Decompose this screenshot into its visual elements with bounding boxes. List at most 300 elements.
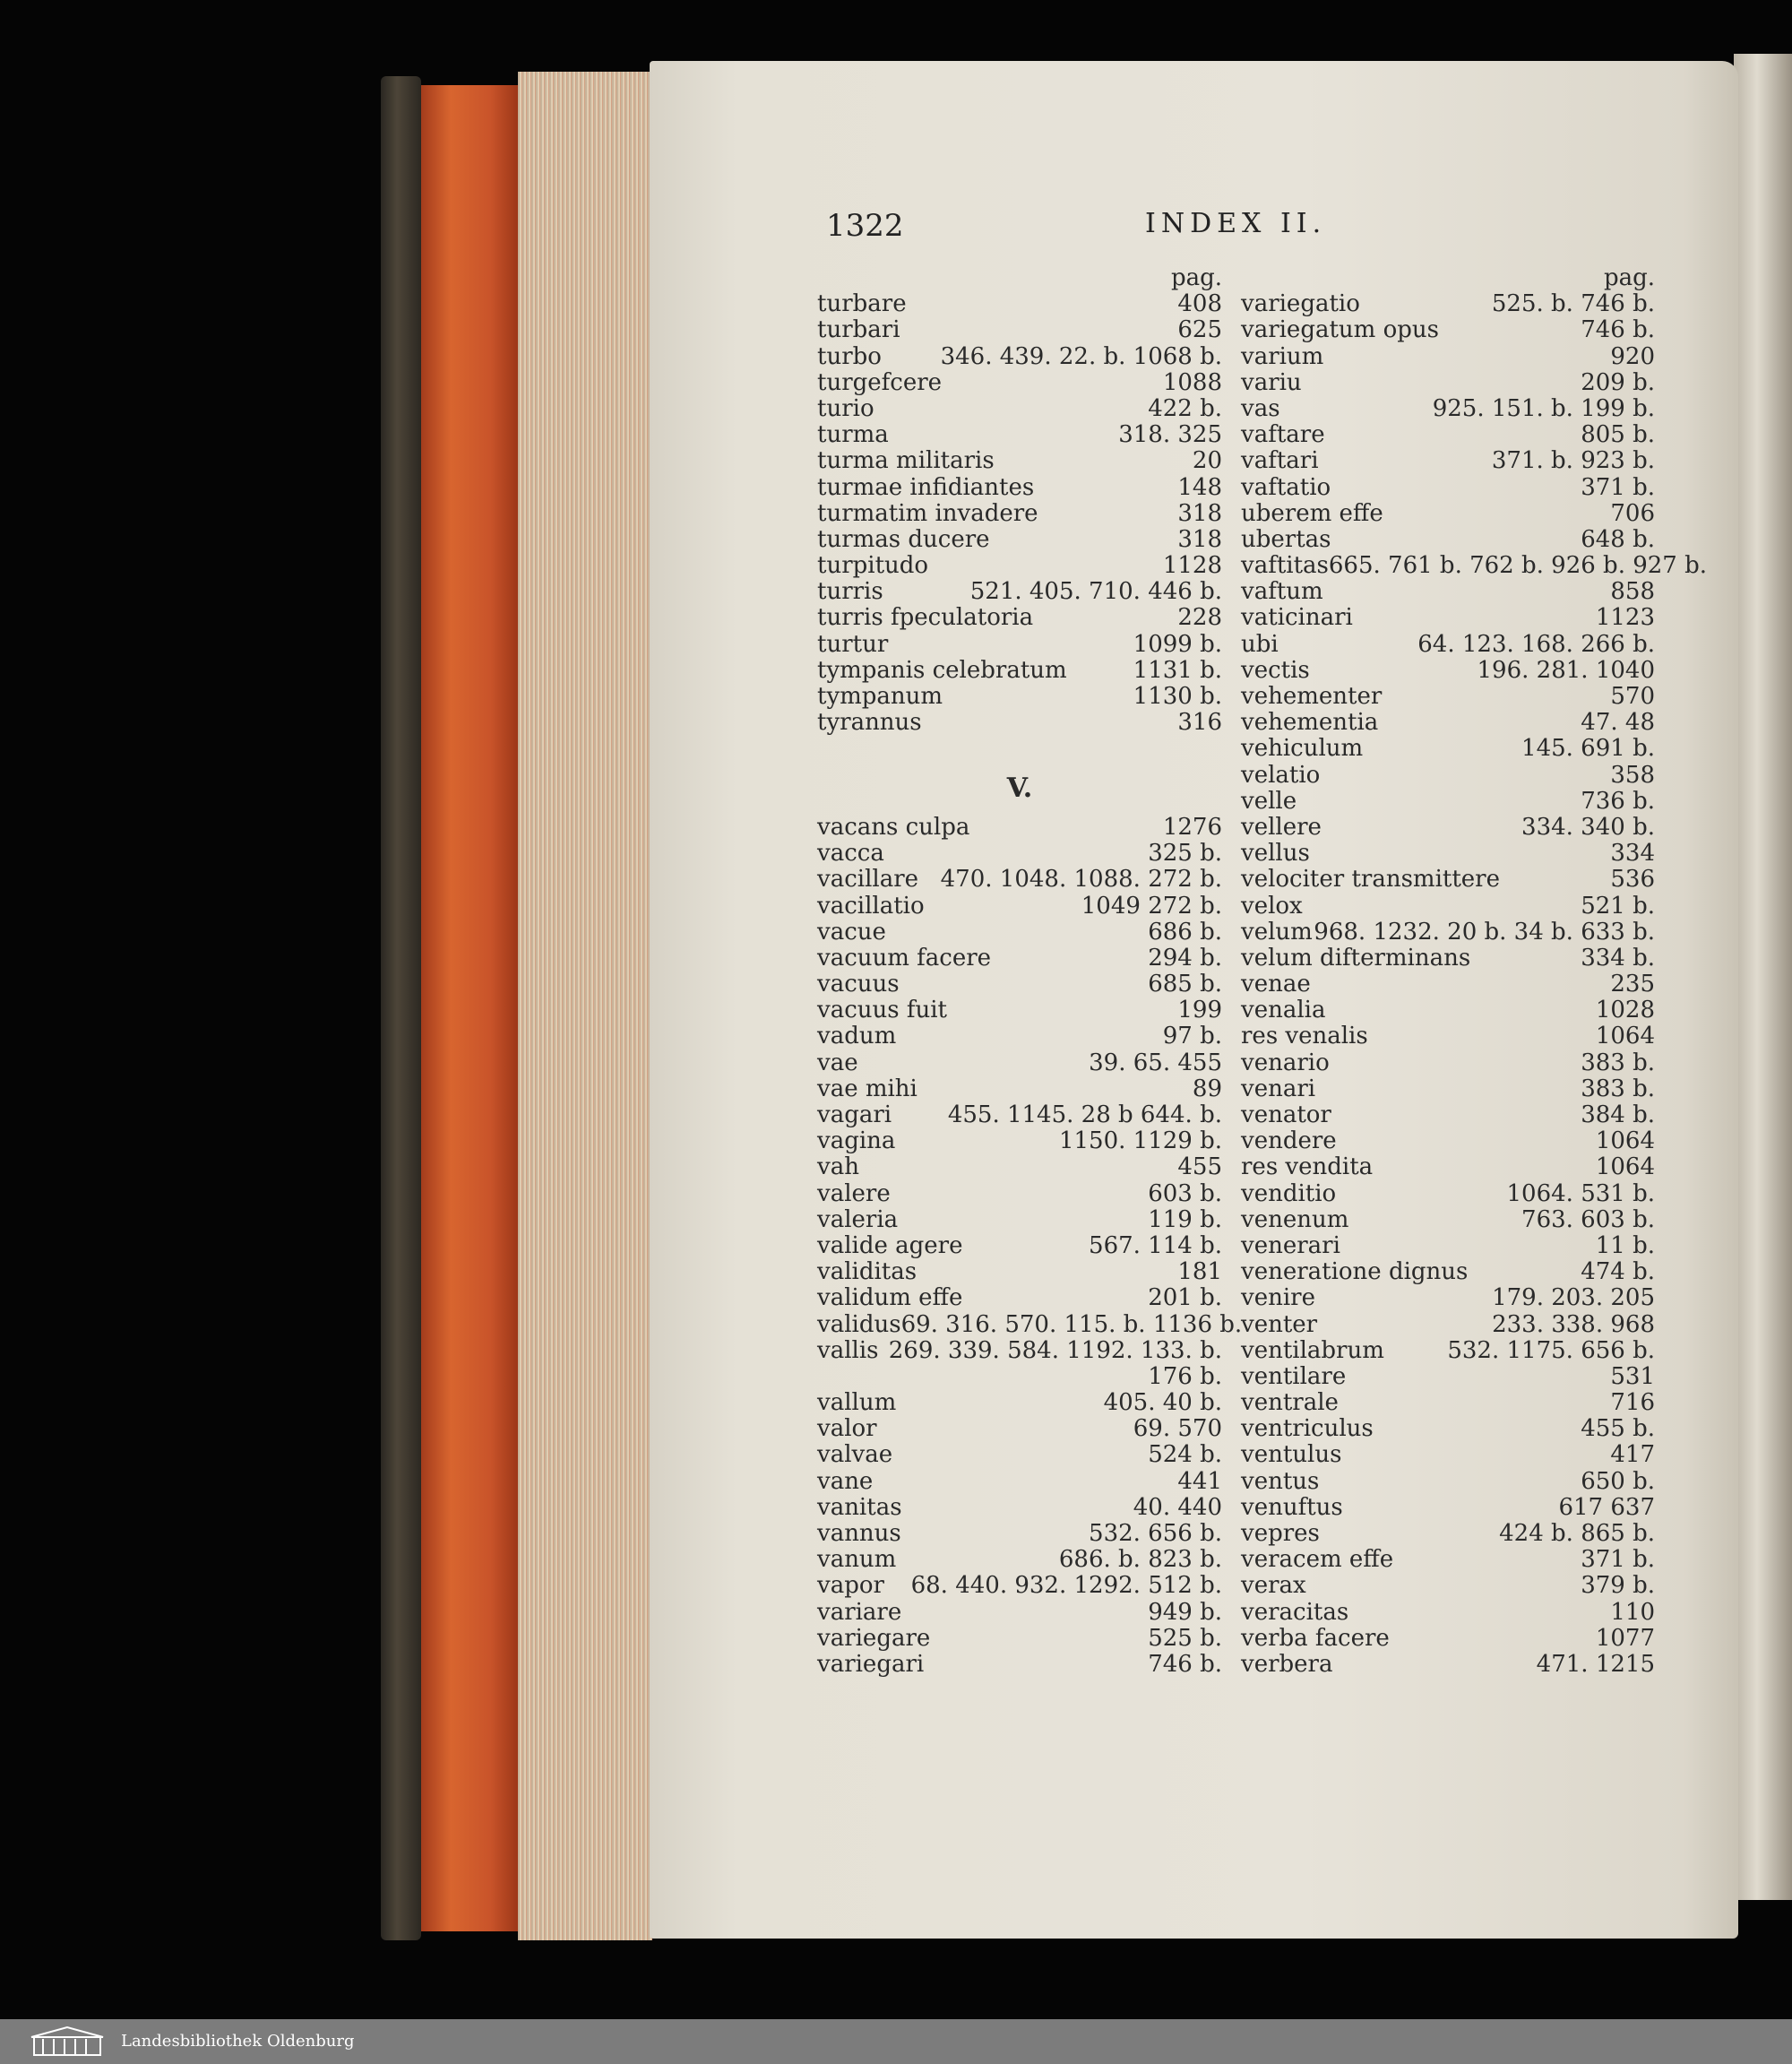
entry-term: vehementia (1241, 709, 1379, 737)
entry-term: vallum (817, 1389, 897, 1417)
entry-pages: 199 (1177, 997, 1222, 1024)
entry-term: vane (817, 1467, 874, 1495)
entry-pages: 686. b. 823 b. (1058, 1546, 1222, 1574)
pag-label: pag. (1603, 264, 1655, 291)
entry-pages: 763. 603 b. (1521, 1205, 1655, 1233)
index-entry (817, 1495, 1222, 1521)
index-entry (817, 1547, 1222, 1573)
entry-term: vacue (817, 918, 886, 946)
entry-term: variegatio (1241, 290, 1360, 318)
index-entry (817, 1207, 1222, 1233)
entry-term: turmae infidiantes (817, 473, 1035, 501)
index-entry (1241, 1364, 1655, 1390)
entry-term: tympanum (817, 683, 943, 710)
entry-term: venerari (1241, 1231, 1340, 1259)
index-entry (817, 1600, 1222, 1626)
index-entry (1241, 710, 1655, 736)
entry-term: turio (817, 394, 874, 422)
index-entry (817, 1154, 1222, 1180)
entry-pages: 650 b. (1581, 1467, 1655, 1495)
entry-term: vagina (817, 1127, 896, 1155)
entry-term: vaticinari (1241, 604, 1353, 632)
index-entry (817, 972, 1222, 997)
index-entry (1241, 1338, 1655, 1364)
index-entry (1241, 552, 1708, 580)
entry-term: venae (1241, 971, 1311, 998)
entry-term: vepres (1241, 1520, 1320, 1547)
entry-term: vacuus fuit (817, 997, 947, 1024)
entry-term: vannus (817, 1520, 901, 1548)
entry-term: veracem effe (1241, 1546, 1394, 1574)
entry-term: turbari (817, 316, 900, 344)
entry-pages: 521. 405. 710. 446 b. (969, 578, 1222, 606)
entry-pages: 334 (1610, 840, 1655, 868)
entry-term: turpitudo (817, 552, 929, 580)
entry-pages: 736 b. (1581, 787, 1655, 815)
entry-pages: 1028 (1595, 997, 1655, 1024)
index-entry (1241, 422, 1655, 448)
entry-term: velum (1241, 918, 1313, 946)
index-entry (817, 1076, 1222, 1102)
entry-term: vah (817, 1153, 859, 1181)
entry-pages: 89 (1192, 1075, 1222, 1102)
entry-term: venario (1241, 1049, 1330, 1076)
index-entry (1241, 1521, 1655, 1547)
entry-pages: 318. 325 (1118, 421, 1222, 449)
entry-term: vaftari (1241, 447, 1319, 475)
entry-term: turris (817, 578, 883, 606)
entry-pages: 346. 439. 22. b. 1068 b. (940, 342, 1222, 370)
index-entry (817, 1652, 1222, 1678)
index-entry (817, 658, 1222, 684)
index-entry (1241, 1573, 1655, 1599)
entry-pages: 471. 1215 (1536, 1650, 1655, 1678)
index-entry (817, 1023, 1222, 1049)
entry-pages: 1099 b. (1133, 630, 1222, 658)
entry-term: valide agere (817, 1231, 963, 1259)
index-entry (1241, 605, 1655, 631)
entry-term: valere (817, 1179, 891, 1207)
entry-term: vendere (1241, 1127, 1337, 1155)
facing-page-edge (1734, 54, 1792, 1900)
entry-pages: 532. 1175. 656 b. (1447, 1336, 1655, 1364)
entry-pages: 1077 (1595, 1624, 1655, 1652)
index-entry (1241, 527, 1655, 553)
index-entry (817, 1338, 1222, 1364)
index-entry (817, 422, 1222, 448)
index-entry (817, 1310, 1243, 1338)
index-column-left (817, 264, 1243, 1678)
entry-pages: 1064 (1595, 1023, 1655, 1050)
entry-pages: 68. 440. 932. 1292. 512 b. (910, 1572, 1222, 1600)
entry-pages: 358 (1610, 761, 1655, 789)
index-entry (817, 1050, 1222, 1076)
entry-term: vacans culpa (817, 813, 970, 841)
entry-term: vacuum facere (817, 944, 992, 972)
entry-term: vapor (817, 1572, 884, 1600)
entry-pages: 316 (1177, 709, 1222, 737)
entry-term: vagari (817, 1101, 892, 1129)
index-entry (817, 1573, 1222, 1599)
index-entry (1241, 920, 1655, 946)
index-entry (817, 475, 1222, 501)
index-entry (817, 448, 1222, 474)
index-entry (817, 867, 1222, 893)
entry-pages: 686 b. (1148, 918, 1222, 946)
entry-pages: 318 (1177, 499, 1222, 527)
index-entry (1241, 1495, 1655, 1521)
index-entry (817, 1128, 1222, 1154)
entry-pages: 371 b. (1581, 473, 1655, 501)
entry-pages: 1064 (1595, 1153, 1655, 1181)
index-entry (1241, 344, 1655, 370)
entry-pages: 1276 (1162, 813, 1222, 841)
entry-term: vas (1241, 394, 1280, 422)
entry-term: ventriculus (1241, 1415, 1374, 1443)
entry-pages: 536 (1610, 866, 1655, 894)
index-entry (1241, 1469, 1655, 1495)
index-entry (1241, 1259, 1655, 1285)
entry-term: validus (817, 1310, 901, 1338)
entry-pages: 47. 48 (1581, 709, 1655, 737)
entry-pages: 334. 340 b. (1521, 813, 1655, 841)
entry-pages: 716 (1610, 1389, 1655, 1417)
entry-term: ventulus (1241, 1441, 1342, 1469)
entry-pages: 39. 65. 455 (1089, 1049, 1222, 1076)
entry-term: ventus (1241, 1467, 1320, 1495)
entry-pages: 920 (1610, 342, 1655, 370)
entries-t (817, 291, 1222, 736)
entry-term: tyrannus (817, 709, 922, 737)
library-building-icon (27, 2025, 108, 2059)
entry-term: turbo (817, 342, 882, 370)
index-entry (1241, 501, 1655, 527)
entry-term: turmas ducere (817, 525, 990, 553)
index-entry (817, 291, 1222, 317)
entry-pages: 422 b. (1148, 394, 1222, 422)
entry-pages: 405. 40 b. (1103, 1389, 1222, 1417)
index-entry (1241, 1312, 1655, 1338)
entry-pages: 97 b. (1162, 1023, 1222, 1050)
entry-term: velle (1241, 787, 1297, 815)
index-entry (1241, 815, 1655, 841)
index-entry (817, 710, 1222, 736)
entry-pages: 521 b. (1581, 892, 1655, 920)
entry-pages: 69. 570 (1133, 1415, 1222, 1443)
index-entry (817, 946, 1222, 972)
index-entry (1241, 1626, 1655, 1652)
index-entry (817, 1416, 1222, 1442)
entry-term: velociter transmittere (1241, 866, 1500, 894)
entry-term: vae mihi (817, 1075, 918, 1102)
entry-term: verba facere (1241, 1624, 1390, 1652)
entry-pages: 455 b. (1581, 1415, 1655, 1443)
entry-pages: 179. 203. 205 (1492, 1284, 1655, 1312)
index-entry (817, 1442, 1222, 1468)
entry-pages: 648 b. (1581, 525, 1655, 553)
entry-pages: 567. 114 b. (1089, 1231, 1222, 1259)
entry-pages: 417 (1610, 1441, 1655, 1469)
entry-pages: 384 b. (1581, 1101, 1655, 1128)
entry-pages: 235 (1610, 971, 1655, 998)
entry-term: tympanis celebratum (817, 656, 1067, 684)
entry-pages: 455. 1145. 28 b 644. b. (947, 1101, 1222, 1129)
index-entry (817, 684, 1222, 710)
index-entry (817, 1469, 1222, 1495)
entry-pages: 1049 272 b. (1081, 892, 1222, 920)
entry-pages: 148 (1177, 473, 1222, 501)
index-entry (817, 1626, 1222, 1652)
index-entry (817, 370, 1222, 396)
page-number: 1322 (826, 208, 904, 244)
library-name: Landesbibliothek Oldenburg (121, 2032, 355, 2051)
entry-pages: 379 b. (1581, 1572, 1655, 1600)
entry-term: turma (817, 421, 889, 449)
index-entry (817, 317, 1222, 343)
entry-pages: 20 (1192, 447, 1222, 475)
entry-term: ubertas (1241, 525, 1331, 553)
entry-term: vellus (1241, 840, 1310, 868)
entry-pages: 383 b. (1581, 1075, 1655, 1102)
entry-pages: 69. 316. 570. 115. b. 1136 b. (900, 1310, 1243, 1338)
entry-pages: 40. 440 (1133, 1493, 1222, 1521)
entry-term: turtur (817, 630, 889, 658)
index-entry (1241, 1600, 1655, 1626)
entry-term: vacca (817, 840, 884, 868)
entry-pages: 145. 691 b. (1521, 735, 1655, 763)
index-entry (817, 527, 1222, 553)
entry-term: ventilare (1241, 1362, 1347, 1390)
entry-term: venenum (1241, 1205, 1349, 1233)
index-entry (817, 841, 1222, 867)
entry-pages: 228 (1177, 604, 1222, 632)
index-entry (1241, 894, 1655, 920)
entry-pages: 325 b. (1148, 840, 1222, 868)
entry-term: variu (1241, 368, 1302, 396)
entry-pages: 470. 1048. 1088. 272 b. (940, 866, 1222, 894)
entry-term: ventrale (1241, 1389, 1339, 1417)
entry-pages: 1064 (1595, 1127, 1655, 1155)
index-entry (817, 1259, 1222, 1285)
entry-term: venter (1241, 1310, 1318, 1338)
index-entry (817, 1521, 1222, 1547)
index-entry (1241, 1285, 1655, 1311)
entry-term: vacillatio (817, 892, 925, 920)
entry-term: res vendita (1241, 1153, 1374, 1181)
book-spine (381, 76, 421, 1940)
index-entry (817, 815, 1222, 841)
entry-term: velatio (1241, 761, 1321, 789)
index-entry (1241, 1652, 1655, 1678)
entry-pages: 531 (1610, 1362, 1655, 1390)
entry-term: vaftitas (1241, 552, 1329, 580)
pag-label: pag. (1170, 264, 1222, 291)
entry-pages: 64. 123. 168. 266 b. (1417, 630, 1655, 658)
entry-term: veracitas (1241, 1598, 1349, 1626)
entry-pages: 949 b. (1148, 1598, 1222, 1626)
entry-pages: 1123 (1595, 604, 1655, 632)
entry-pages: 805 b. (1581, 421, 1655, 449)
entry-term: vehementer (1241, 683, 1383, 710)
index-entry (1241, 1390, 1655, 1416)
entry-term: vaftum (1241, 578, 1323, 606)
index-entry (1241, 946, 1655, 972)
entry-term: venditio (1241, 1179, 1337, 1207)
index-entry (1241, 291, 1655, 317)
index-entry (817, 579, 1222, 605)
index-column-right (1241, 264, 1708, 1678)
entry-pages: 441 (1177, 1467, 1222, 1495)
entry-term: turmatim invadere (817, 499, 1038, 527)
index-entry (817, 344, 1222, 370)
page-stack (518, 72, 652, 1940)
entry-term: vacuus (817, 971, 900, 998)
entry-pages: 269. 339. 584. 1192. 133. b. (888, 1336, 1222, 1364)
entry-term: turris fpeculatoria (817, 604, 1034, 632)
entry-pages: 525. b. 746 b. (1491, 290, 1655, 318)
index-entry (817, 605, 1222, 631)
entry-term: uberem effe (1241, 499, 1383, 527)
entry-term: verax (1241, 1572, 1306, 1600)
index-entry (1241, 658, 1655, 684)
footer-bar (0, 2019, 1792, 2064)
index-entry (1241, 1102, 1655, 1128)
index-entry (1241, 1154, 1655, 1180)
entry-pages: 318 (1177, 525, 1222, 553)
entry-term: valeria (817, 1205, 899, 1233)
index-entry (1241, 475, 1655, 501)
index-entry (817, 632, 1222, 658)
index-entry (817, 1364, 1222, 1390)
entry-term: ventilabrum (1241, 1336, 1384, 1364)
entry-pages: 746 b. (1581, 316, 1655, 344)
entry-term: vellere (1241, 813, 1322, 841)
entry-pages: 474 b. (1581, 1258, 1655, 1286)
entry-pages: 746 b. (1148, 1650, 1222, 1678)
entry-term: venator (1241, 1101, 1331, 1128)
entry-pages: 371. b. 923 b. (1491, 447, 1655, 475)
entry-pages: 685 b. (1148, 971, 1222, 998)
entry-term: valvae (817, 1441, 893, 1469)
index-entry (817, 1390, 1222, 1416)
entry-term: turbare (817, 290, 907, 318)
entry-pages: 1064. 531 b. (1506, 1179, 1655, 1207)
index-entry (1241, 448, 1655, 474)
entry-term: varium (1241, 342, 1324, 370)
entry-term: variegari (817, 1650, 925, 1678)
index-entry (817, 501, 1222, 527)
index-entry (1241, 684, 1655, 710)
entry-term: venire (1241, 1284, 1315, 1312)
index-entry (1241, 1050, 1655, 1076)
index-entry (1241, 1442, 1655, 1468)
entry-pages: 233. 338. 968 (1492, 1310, 1655, 1338)
entry-pages: 294 b. (1148, 944, 1222, 972)
entry-term: venalia (1241, 997, 1326, 1024)
red-page-edge (421, 85, 520, 1931)
entry-pages: 1128 (1162, 552, 1222, 580)
entry-term: vallis (817, 1336, 879, 1364)
entry-pages: 181 (1177, 1258, 1222, 1286)
entry-pages: 570 (1610, 683, 1655, 710)
entry-term: venuftus (1241, 1493, 1343, 1521)
index-entry (1241, 789, 1655, 815)
entry-pages: 119 b. (1148, 1205, 1222, 1233)
entry-pages: 196. 281. 1040 (1477, 656, 1655, 684)
entry-term: vanitas (817, 1493, 902, 1521)
entry-pages: 110 (1610, 1598, 1655, 1626)
entry-pages: 968. 1232. 20 b. 34 b. 633 b. (1314, 918, 1655, 946)
index-entry (817, 1233, 1222, 1259)
entry-pages: 532. 656 b. (1089, 1520, 1222, 1548)
entry-pages: 383 b. (1581, 1049, 1655, 1076)
index-entry (1241, 1128, 1655, 1154)
index-entry (1241, 1416, 1655, 1442)
entry-pages: 665. 761 b. 762 b. 926 b. 927 b. (1328, 552, 1708, 580)
index-entry (1241, 867, 1655, 893)
entry-term: variegare (817, 1624, 931, 1652)
index-entry (1241, 1181, 1655, 1207)
entry-pages: 11 b. (1595, 1231, 1655, 1259)
entry-pages: 371 b. (1581, 1546, 1655, 1574)
index-entry (1241, 1023, 1655, 1049)
entry-pages: 424 b. 865 b. (1499, 1520, 1655, 1547)
index-entry (1241, 579, 1655, 605)
index-entry (817, 553, 1222, 579)
entry-term: validitas (817, 1258, 918, 1286)
index-entry (817, 1102, 1222, 1128)
entry-term: velox (1241, 892, 1303, 920)
entry-pages: 925. 151. b. 199 b. (1432, 394, 1655, 422)
entry-term: vanum (817, 1546, 897, 1574)
section-letter: V. (1006, 772, 1033, 804)
entries-v (817, 813, 1243, 1678)
index-entry (817, 920, 1222, 946)
index-entry (1241, 841, 1655, 867)
entry-term: res venalis (1241, 1023, 1368, 1050)
entry-term: velum difterminans (1241, 944, 1471, 972)
index-entry (1241, 972, 1655, 997)
index-entry (817, 1285, 1222, 1311)
entry-term: vaftatio (1241, 473, 1331, 501)
entry-pages: 408 (1177, 290, 1222, 318)
index-entry (1241, 396, 1655, 422)
entry-term: variegatum opus (1241, 316, 1439, 344)
entry-pages: 201 b. (1148, 1284, 1222, 1312)
index-entry (1241, 370, 1655, 396)
entry-pages: 858 (1610, 578, 1655, 606)
entry-pages: 617 637 (1558, 1493, 1655, 1521)
entry-pages: 176 b. (1148, 1362, 1222, 1390)
index-entry (1241, 1233, 1655, 1259)
entry-pages: 625 (1177, 316, 1222, 344)
index-entry (1241, 317, 1655, 343)
entry-term: vaftare (1241, 421, 1325, 449)
entry-pages: 524 b. (1148, 1441, 1222, 1469)
entry-pages: 455 (1177, 1153, 1222, 1181)
entry-term: vectis (1241, 656, 1310, 684)
entry-term: turma militaris (817, 447, 995, 475)
entry-pages: 525 b. (1148, 1624, 1222, 1652)
index-entry (817, 997, 1222, 1023)
index-entry (1241, 1547, 1655, 1573)
entry-pages: 1131 b. (1133, 656, 1222, 684)
running-head: INDEX II. (1145, 208, 1327, 239)
entry-term: venari (1241, 1075, 1316, 1102)
entry-term: vacillare (817, 866, 919, 894)
index-entry (1241, 1207, 1655, 1233)
entry-pages: 209 b. (1581, 368, 1655, 396)
